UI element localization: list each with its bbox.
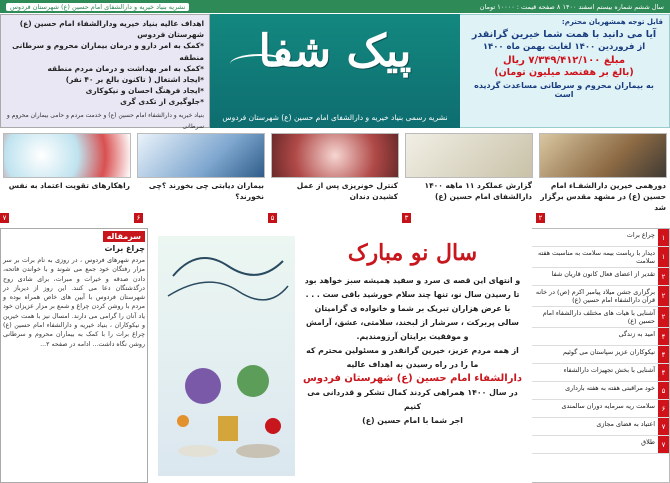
toc-item[interactable] (531, 328, 669, 346)
editorial-tag: سرمقاله (103, 231, 145, 242)
news-title: گزارش عملکرد ۱۱ ماهه ۱۴۰۰ دارالشفای امام حسین (ع) (424, 181, 532, 201)
issue-info: سال ششم شماره بیستم اسفند ۱۴۰۰ ۸ صفحه قیمت : ۱۰۰۰۰ تومان (479, 2, 664, 11)
notice-intro: قابل توجه همشهریان محترم: (561, 18, 663, 26)
toc-title: خود مراقبتی هفته به هفته بارداری (565, 384, 655, 392)
message-line: از همه مردم عزیز، خیرین گرانقدر و مسئولین محترم که (306, 346, 519, 355)
gathering-photo (539, 133, 667, 178)
news-title: کنترل خونریزی پس از عمل کشیدن دندان (296, 181, 398, 201)
notice-question: آیا می دانید با همت شما خیرین گرانقدر (471, 29, 657, 40)
table-of-contents (530, 228, 670, 483)
message-line: تا رسیدن سال نو، تنها چند سلام خورشید باقی ست . . . (305, 290, 520, 299)
goals-box (0, 14, 210, 128)
message-signoff: اجر شما با امام حسین (ع) (362, 416, 463, 425)
goal-line: *ایجاد اشتغال ( تاکنون بالغ بر ۴۰ نفر) (65, 75, 204, 85)
top-strip (0, 0, 670, 13)
page-number-badge: ۳ (402, 213, 411, 223)
message-line: سالی پربرکت ، سرشار از لبخند، سلامتی، عشق، آرامش (306, 318, 519, 327)
news-item[interactable] (268, 130, 402, 225)
toc-page: ۱ (658, 247, 669, 267)
notice-amount: مبلغ ۷/۳۴۹/۴۱۲/۱۰۰ ریال (502, 55, 626, 66)
page-number-badge: ۶ (134, 213, 143, 223)
haftsin-illustration (158, 236, 295, 476)
news-title: دورهمی خیرین دارالشفـاء امام حسین (ع) در مشهد مقدس برگزار شد (540, 181, 666, 212)
toc-title: دیدار با ریاست بیمه سلامت به مناسبت هفته سلامت (538, 249, 655, 265)
notice-amount-words: (بالغ بر هفتصد میلیون تومان) (494, 67, 634, 78)
toc-title: سلامت ریه سرمایه دوران سالمندی (561, 402, 655, 410)
goal-line: اهداف عالیه بنیاد خیریه ودارالشفاء امام حسین (ع) شهرستان فردوس (19, 19, 204, 40)
new-year-message (300, 240, 525, 480)
toc-title: طلاق (641, 438, 655, 446)
toc-page: ۲ (658, 268, 669, 285)
greeting-title: سال نو مبارک (347, 240, 478, 266)
toc-item[interactable] (531, 268, 669, 286)
toc-page: ۱ (658, 229, 669, 246)
toc-item[interactable] (531, 436, 669, 454)
publisher-line: نشریه بنیاد خیریه و دارالشفای امام حسین (ع) شهرستان فردوس (6, 3, 189, 11)
organization-name: دارالشفاء امام حسین (ع) شهرستان فردوس (302, 373, 523, 384)
news-title: راهکارهای تقویت اعتماد به نفس (8, 181, 130, 190)
toc-page: ۷ (658, 418, 669, 435)
toc-item[interactable] (531, 400, 669, 418)
masthead-logo (210, 14, 460, 128)
report-graphic (405, 133, 533, 178)
toc-page: ۲ (658, 307, 669, 327)
toc-title: آشنایی با بخش تجهیزات دارالشفاء (563, 366, 655, 374)
toc-page: ۶ (658, 400, 669, 417)
toc-item[interactable] (531, 382, 669, 400)
toc-title: تقدیر از اعضای فعال کانون قاریان شفا (551, 270, 655, 278)
goal-line: *کمک به امر دارو و درمان بیماران محروم و سرطانی منطقه (12, 41, 204, 62)
confidence-image (3, 133, 131, 178)
toc-page: ۲ (658, 286, 669, 306)
page-number-badge: ۲ (536, 213, 545, 223)
page-number-badge: ۵ (268, 213, 277, 223)
notice-closing: به بیماران محروم و سرطانی مساعدت گردیده است (474, 81, 654, 99)
toc-item[interactable] (531, 364, 669, 382)
toc-title: برگزاری جشن میلاد پیامبر اکرم (ص) در خانه قرآن دارالشفاء امام حسین (ع) (535, 288, 655, 304)
page-number-badge: ۷ (0, 213, 9, 223)
goal-line: *کمک به امر بهداشت و درمان مردم منطقه (47, 63, 204, 73)
news-item[interactable] (536, 130, 670, 225)
toc-page: ۴ (658, 364, 669, 381)
goal-line: *ایجاد فرهنگ احسان و نیکوکاری (85, 86, 204, 96)
diabetes-photo (137, 133, 265, 178)
logo-wordmark: پیک شفا (258, 26, 412, 77)
logo-swirl-icon (230, 54, 290, 74)
message-line: در سال ۱۴۰۰ همراهی کردند کمال تشکر و قدردانی می کنیم (307, 388, 518, 411)
editorial-heading: چراغ برات (104, 244, 145, 253)
goals-footer: بنیاد خیریه و دارالشفاء امام حسین (ع) و خدمت مردم و حامی بیماران محروم و سرطانی (6, 111, 204, 130)
news-title: بیماران دیابتی چی بخورند ؟چی نخورند؟ (148, 181, 264, 201)
toc-title: امید به زندگی (618, 330, 655, 338)
haftsin-card-image (158, 236, 295, 476)
news-item[interactable] (134, 130, 268, 225)
masthead-caption: نشریه رسمی بنیاد خیریه و دارالشفای امام حسین (ع) شهرستان فردوس (222, 113, 448, 122)
goal-line: *جلوگیری از تکدی گری (120, 97, 204, 107)
notice-period: از فروردین ۱۴۰۰ لغایت بهمن ماه ۱۴۰۰ (482, 42, 646, 52)
toc-page: ۴ (658, 328, 669, 345)
toc-item[interactable] (531, 229, 669, 247)
news-item[interactable] (402, 130, 536, 225)
toc-title: اعتیاد به فضای مجازی (596, 420, 655, 428)
toc-page: ۴ (658, 346, 669, 363)
toc-item[interactable] (531, 307, 669, 328)
message-line: و انتهای این قصه ی سرد و سفید همیشه سبز خواهد بود (304, 276, 521, 285)
news-item[interactable] (0, 130, 134, 225)
toc-page: ۷ (658, 436, 669, 453)
editorial-body: مردم شهرهای فردوس ، در روزی به نام برات بر سر مزار رفتگان خود جمع می شوند و با خواندن فاتحه، دادن صدقه و خیرات و مبرات، برای شادی روح درگذشتگان دعا می کنند. این روز از دیرباز در شهرستان فردوس با آیین های خاص همراه بوده و مردم با روشن کردن چراغ و شمع بر مزار عزیزان خود یاد آنان را گرامی می دارند. امسال نیز با همت خیرین و نیکوکاران ، بنیاد خیریه و دارالشفاء امام حسین (ع) چراغ برات را با کمک به بیماران محروم و سرطانی روشن نگاه داشت... ادامه در صفحه ۲... (3, 257, 145, 348)
message-line: ما را در راه رسیدن به اهداف عالیه (346, 360, 479, 369)
message-line: با عرض هزاران تبریک بر شما و خانواده ی گرامیتان (314, 304, 511, 313)
editorial-column (0, 228, 148, 483)
toc-item[interactable] (531, 286, 669, 307)
toc-title: چراغ برات (626, 231, 655, 239)
toc-item[interactable] (531, 346, 669, 364)
toc-title: آشنایی با هیات های مختلف دارالشفاء امام حسین (ع) (542, 309, 655, 325)
toc-item[interactable] (531, 247, 669, 268)
toc-item[interactable] (531, 418, 669, 436)
donation-notice (458, 14, 670, 128)
dental-photo (271, 133, 399, 178)
message-line: و موفقیت برایتان آرزومندیم. (356, 332, 469, 341)
toc-title: نیکوکاران عزیز سپاستان می گوئیم (562, 348, 655, 356)
toc-page: ۵ (658, 382, 669, 399)
